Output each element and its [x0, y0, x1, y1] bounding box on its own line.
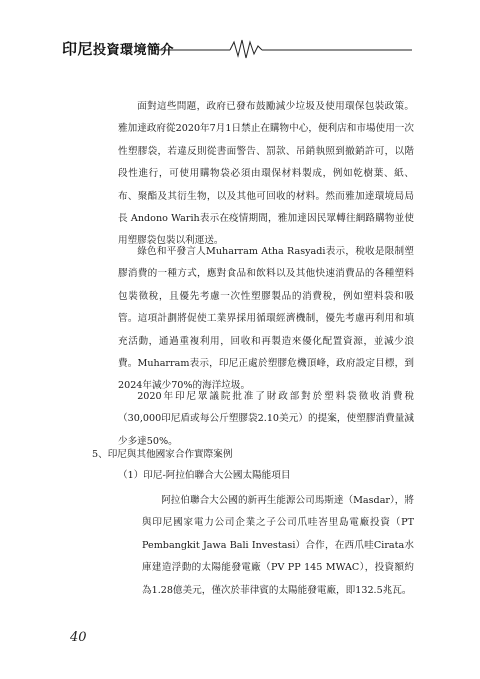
paragraph-plastic-policy: 面對這些問題，政府已發布鼓勵減少垃圾及使用環保包裝政策。雅加達政府從2020年7月1日禁止在購物中心，便利店和市場使用一次性塑膠袋，若違反則從書面警告、罰款、吊銷執照到撤銷許可，以階段性進行，可使用購物袋必須由環保材料製成，例如乾樹葉、紙、布、聚酯及其衍生物，以及其他可回收的材料。然而雅加達環境局局長 Andono Warih表示在疫情期間，雅加達因民眾轉往網路購物並使用塑膠袋包裝以利運送。 — [118, 101, 414, 247]
header-title-sub: 投資環境簡介 — [93, 43, 175, 58]
header-title — [62, 38, 174, 59]
subsection-heading: （1）印尼-阿拉伯聯合大公國太陽能項目 — [118, 470, 291, 481]
body-paragraph-case — [142, 490, 414, 602]
paragraph-masdar: 阿拉伯聯合大公國的新再生能源公司馬斯達（Masdar），將與印尼國家電力公司企業之子公司爪哇峇里島電廠投資（PT Pembangkit Jawa Bali Investasi）合作，在西爪哇Cirata水庫建造浮動的太陽能發電廠（PV PP 145 MWAC），投資額約為1.28億美元，僅次於菲律賓的太陽能發電廠，即132.5兆瓦。 — [142, 495, 414, 596]
page-number: 40 — [70, 630, 87, 645]
paragraph-greenpeace: 綠色和平發言人Muharram Atha Rasyadi表示，稅收是限制塑膠消費的一種方式，應對食品和飲料以及其他快速消費品的各種塑料包裝徵稅，且優先考慮一次性塑膠製品的消費稅，例如塑料袋和吸管。這項計劃將促使工業界採用循環經濟機制，優先考慮再利用和填充活動，通過重複利用，回收和再製造來優化配置資源，並減少浪費。Muharram表示，印尼正處於塑膠危機頂峰，政府設定目標，到2024年減少70%的海洋垃圾。 — [118, 246, 414, 392]
section-heading: 5、印尼與其他國家合作實際案例 — [92, 449, 233, 460]
body-paragraph-2 — [118, 241, 414, 398]
header-title-main: 印尼 — [62, 40, 94, 58]
body-paragraph-1 — [118, 96, 414, 253]
paragraph-tax-approval: 2020年印尼眾議院批准了財政部對於塑料袋徵收消費稅（30,000印尼盾或每公斤塑膠袋2.10美元）的提案，使塑膠消費量減少多達50%。 — [118, 391, 414, 447]
body-paragraph-3 — [118, 386, 414, 453]
page-header — [0, 0, 480, 60]
